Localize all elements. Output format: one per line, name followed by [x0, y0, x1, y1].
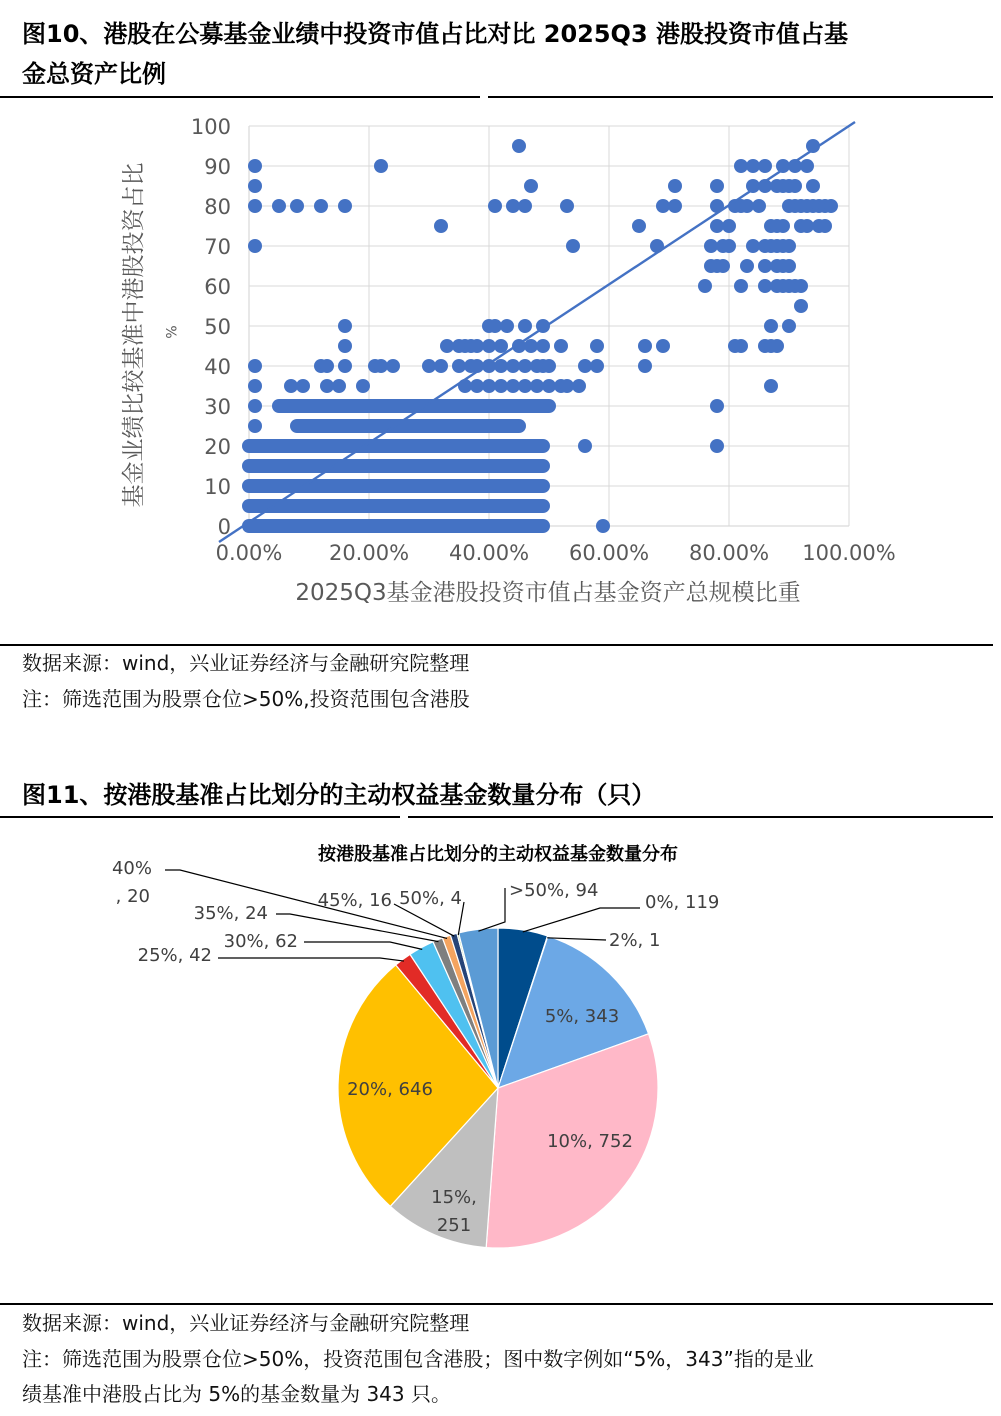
- scatter-point: [488, 199, 502, 213]
- scatter-point: [560, 199, 574, 213]
- scatter-point: [710, 439, 724, 453]
- scatter-point: [632, 219, 646, 233]
- scatter-point: [572, 379, 586, 393]
- scatter-y-tick-label: 10: [204, 475, 231, 499]
- figure10-note: 注：筛选范围为股票仓位>50%,投资范围包含港股: [22, 687, 470, 711]
- scatter-point: [710, 179, 724, 193]
- scatter-point: [782, 259, 796, 273]
- scatter-point: [284, 379, 298, 393]
- scatter-y-tick-label: 20: [204, 435, 231, 459]
- pie-leader-line: [478, 888, 505, 931]
- scatter-x-tick-label: 80.00%: [688, 541, 770, 565]
- scatter-point: [554, 339, 568, 353]
- scatter-point: [506, 199, 520, 213]
- figure10-title-line2: 金总资产比例: [22, 60, 166, 88]
- scatter-point: [518, 359, 532, 373]
- scatter-y-tick-label: 90: [204, 155, 231, 179]
- scatter-point: [332, 379, 346, 393]
- scatter-x-tick-label: 0.00%: [215, 541, 283, 565]
- scatter-point: [530, 379, 544, 393]
- scatter-dense-band: [242, 459, 550, 473]
- scatter-point: [272, 199, 286, 213]
- scatter-point: [248, 179, 262, 193]
- scatter-point: [746, 239, 760, 253]
- scatter-point: [320, 359, 334, 373]
- scatter-point: [722, 219, 736, 233]
- figure10-title: [22, 14, 848, 94]
- pie-data-label: 40%: [111, 858, 152, 879]
- pie-data-label: 10%, 752: [547, 1131, 633, 1152]
- scatter-point: [248, 359, 262, 373]
- scatter-point: [314, 199, 328, 213]
- scatter-point: [818, 219, 832, 233]
- figure11-note-line2: 绩基准中港股占比为 5%的基金数量为 343 只。: [22, 1382, 451, 1406]
- scatter-point: [518, 319, 532, 333]
- scatter-point: [500, 319, 514, 333]
- scatter-point: [488, 319, 502, 333]
- scatter-point: [806, 179, 820, 193]
- scatter-point: [740, 199, 754, 213]
- scatter-point: [470, 339, 484, 353]
- scatter-point: [248, 239, 262, 253]
- scatter-point: [782, 239, 796, 253]
- pie-data-label: 35%, 24: [193, 903, 268, 924]
- pie-chart: [0, 820, 1001, 1300]
- scatter-point: [494, 359, 508, 373]
- scatter-point: [338, 199, 352, 213]
- scatter-point: [668, 179, 682, 193]
- pie-leader-line: [218, 958, 404, 961]
- scatter-point: [758, 259, 772, 273]
- scatter-point: [506, 359, 520, 373]
- scatter-x-tick-label: 100.00%: [802, 541, 896, 565]
- scatter-y-tick-label: 0: [217, 515, 231, 539]
- scatter-point: [536, 339, 550, 353]
- pie-data-label: 251: [436, 1215, 472, 1236]
- scatter-point: [590, 359, 604, 373]
- scatter-point: [290, 199, 304, 213]
- scatter-point: [704, 239, 718, 253]
- scatter-point: [296, 379, 310, 393]
- figure11-top-rule-gap: [400, 816, 408, 818]
- scatter-point: [638, 359, 652, 373]
- scatter-x-tick-label: 60.00%: [568, 541, 650, 565]
- scatter-x-tick-label: 20.00%: [328, 541, 410, 565]
- scatter-chart: [0, 100, 1001, 640]
- scatter-point: [782, 319, 796, 333]
- scatter-point: [524, 179, 538, 193]
- scatter-point: [758, 159, 772, 173]
- figure11-title: 图11、按港股基准占比划分的主动权益基金数量分布（只）: [22, 781, 656, 809]
- scatter-y-tick-label: 50: [204, 315, 231, 339]
- scatter-point: [776, 219, 790, 233]
- scatter-dense-band: [242, 479, 550, 493]
- figure10-title-line1: 图10、港股在公募基金业绩中投资市值占比对比 2025Q3 港股投资市值占基: [22, 20, 849, 48]
- pie-leader-line: [276, 914, 438, 942]
- scatter-dense-band: [242, 439, 550, 453]
- scatter-point: [518, 199, 532, 213]
- scatter-y-tick-label: 60: [204, 275, 231, 299]
- scatter-point: [566, 239, 580, 253]
- scatter-point: [752, 199, 766, 213]
- scatter-point: [518, 379, 532, 393]
- figure10-top-rule: [0, 96, 993, 98]
- scatter-point: [560, 379, 574, 393]
- scatter-point: [434, 219, 448, 233]
- scatter-point: [794, 279, 808, 293]
- scatter-points: [248, 139, 838, 533]
- scatter-y-tick-label: 40: [204, 355, 231, 379]
- pie-data-label: , 20: [115, 886, 150, 907]
- scatter-point: [248, 399, 262, 413]
- scatter-y-axis-unit: %: [162, 325, 178, 339]
- pie-data-label: 25%, 42: [137, 945, 212, 966]
- figure10-source: 数据来源：wind，兴业证券经济与金融研究院整理: [22, 651, 470, 675]
- scatter-point: [596, 519, 610, 533]
- scatter-point: [578, 439, 592, 453]
- scatter-point: [794, 299, 808, 313]
- scatter-point: [356, 379, 370, 393]
- scatter-point: [764, 319, 778, 333]
- scatter-point: [458, 379, 472, 393]
- pie-data-label: 50%, 4: [399, 888, 462, 909]
- scatter-point: [494, 379, 508, 393]
- pie-data-label: 2%, 1: [609, 930, 661, 951]
- scatter-y-tick-label: 80: [204, 195, 231, 219]
- scatter-point: [698, 279, 712, 293]
- scatter-point: [524, 339, 538, 353]
- scatter-y-tick-label: 30: [204, 395, 231, 419]
- scatter-point: [764, 379, 778, 393]
- scatter-point: [542, 359, 556, 373]
- scatter-point: [506, 379, 520, 393]
- scatter-point: [374, 159, 388, 173]
- scatter-point: [722, 239, 736, 253]
- pie-data-label: 0%, 119: [645, 892, 720, 913]
- scatter-point: [578, 359, 592, 373]
- scatter-point: [764, 339, 778, 353]
- scatter-point: [374, 359, 388, 373]
- scatter-point: [638, 339, 652, 353]
- scatter-point: [788, 179, 802, 193]
- scatter-y-tick-label: 100: [190, 115, 231, 139]
- scatter-point: [734, 159, 748, 173]
- figure10-top-rule-gap: [480, 96, 488, 98]
- scatter-dense-band: [242, 519, 550, 533]
- scatter-dense-band: [242, 499, 550, 513]
- scatter-point: [338, 359, 352, 373]
- scatter-point: [740, 259, 754, 273]
- scatter-point: [656, 199, 670, 213]
- scatter-point: [728, 339, 742, 353]
- figure11-note-line1: 注：筛选范围为股票仓位>50%，投资范围包含港股；图中数字例如“5%，343”指的是业: [22, 1347, 814, 1371]
- scatter-point: [338, 339, 352, 353]
- scatter-x-tick-label: 40.00%: [448, 541, 530, 565]
- scatter-point: [710, 399, 724, 413]
- scatter-point: [434, 359, 448, 373]
- scatter-point: [452, 359, 466, 373]
- scatter-point: [320, 379, 334, 393]
- scatter-dense-bands: [242, 399, 556, 533]
- scatter-point: [716, 259, 730, 273]
- pie-leader-line: [304, 942, 422, 949]
- scatter-point: [758, 279, 772, 293]
- scatter-point: [668, 199, 682, 213]
- pie-data-label: 45%, 16: [317, 890, 392, 911]
- scatter-point: [248, 419, 262, 433]
- scatter-y-tick-label: 70: [204, 235, 231, 259]
- scatter-point: [824, 199, 838, 213]
- scatter-point: [440, 339, 454, 353]
- figure11-source: 数据来源：wind，兴业证券经济与金融研究院整理: [22, 1311, 470, 1335]
- scatter-point: [386, 359, 400, 373]
- scatter-point: [422, 359, 436, 373]
- scatter-point: [800, 159, 814, 173]
- scatter-dense-band: [290, 419, 526, 433]
- scatter-point: [470, 379, 484, 393]
- scatter-y-axis-label: 基金业绩比较基准中港股投资占比: [121, 162, 147, 508]
- scatter-point: [494, 339, 508, 353]
- scatter-point: [482, 379, 496, 393]
- scatter-dense-band: [272, 399, 556, 413]
- pie-data-label: 30%, 62: [223, 931, 298, 952]
- scatter-point: [746, 159, 760, 173]
- scatter-point: [248, 199, 262, 213]
- pie-leader-line: [523, 908, 640, 932]
- pie-data-label: 5%, 343: [544, 1006, 620, 1027]
- pie-data-label: >50%, 94: [509, 880, 599, 901]
- scatter-point: [248, 159, 262, 173]
- scatter-point: [590, 339, 604, 353]
- scatter-point: [512, 139, 526, 153]
- scatter-point: [734, 279, 748, 293]
- scatter-point: [656, 339, 670, 353]
- scatter-point: [482, 339, 496, 353]
- scatter-point: [710, 219, 724, 233]
- scatter-x-axis-label: 2025Q3基金港股投资市值占基金资产总规模比重: [295, 580, 801, 606]
- scatter-point: [800, 219, 814, 233]
- scatter-point: [542, 379, 556, 393]
- scatter-point: [248, 379, 262, 393]
- figure11-top-rule: [0, 816, 993, 818]
- pie-data-label: 20%, 646: [347, 1079, 433, 1100]
- scatter-point: [338, 319, 352, 333]
- pie-chart-title: 按港股基准占比划分的主动权益基金数量分布: [318, 844, 678, 865]
- pie-data-label: 15%,: [431, 1187, 477, 1208]
